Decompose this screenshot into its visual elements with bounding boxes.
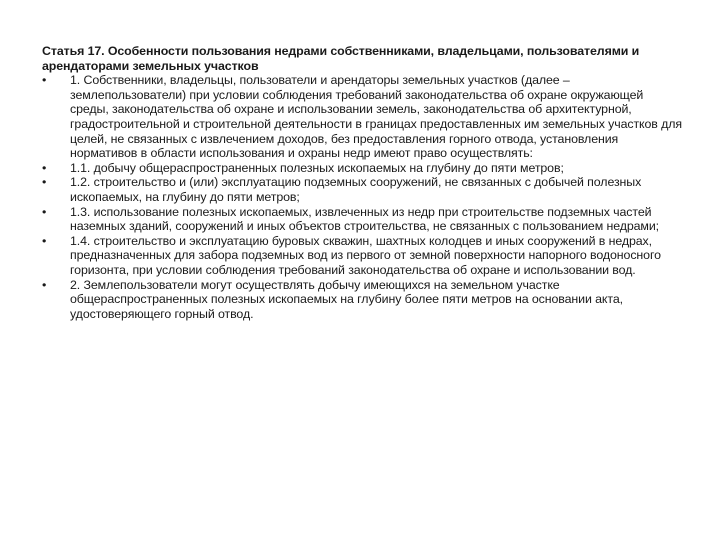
list-item-text: 1. Собственники, владельцы, пользователи и арендаторы земельных участков (далее – землепользователи) при условии соблюдения требований законодательства об охране окружающей среды, законодательства об охране и использовании земель, законодательства об архитектурной, градостроительной и строительной деятельности в границах предоставленных им земельных участков для целей, не связанных с извлечением доходов, без предоставления горного отвода, установления нормативов в области использования и охраны недр имеют право осуществлять: xyxy=(70,73,682,161)
article-heading: Статья 17. Особенности пользования недрами собственниками, владельцами, пользователями и арендаторами земельных участков xyxy=(42,44,640,73)
list-item xyxy=(42,205,682,234)
article-text-block xyxy=(42,44,682,321)
bullet-icon: • xyxy=(42,204,47,219)
article-items-list xyxy=(42,73,682,321)
bullet-icon: • xyxy=(42,73,47,88)
list-item-text: 1.1. добычу общераспространенных полезных ископаемых на глубину до пяти метров; xyxy=(70,160,564,175)
list-item xyxy=(42,175,682,204)
list-item-text: 1.4. строительство и эксплуатацию буровых скважин, шахтных колодцев и иных сооружений в недрах, предназначенных для забора подземных вод из первого от земной поверхности напорного водоносного горизонта, при условии соблюдения требований законодательства об охране и использовании вод. xyxy=(70,233,661,277)
bullet-icon: • xyxy=(42,277,47,292)
list-item-text: 1.3. использование полезных ископаемых, извлеченных из недр при строительстве подземных частей наземных зданий, сооружений и иных объектов строительства, не связанных с пользованием недрами; xyxy=(70,204,660,234)
list-item xyxy=(42,278,682,322)
bullet-icon: • xyxy=(42,160,47,175)
list-item-text: 2. Землепользователи могут осуществлять добычу имеющихся на земельном участке общераспространенных полезных ископаемых на глубину более пяти метров на основании акта, удостоверяющего горный отвод. xyxy=(70,277,623,321)
list-item-text: 1.2. строительство и (или) эксплуатацию подземных сооружений, не связанных с добычей полезных ископаемых, на глубину до пяти метров; xyxy=(70,175,642,204)
list-item xyxy=(42,234,682,278)
bullet-icon: • xyxy=(42,233,47,248)
list-item xyxy=(42,161,682,176)
list-item xyxy=(42,73,682,161)
bullet-icon: • xyxy=(42,175,47,190)
